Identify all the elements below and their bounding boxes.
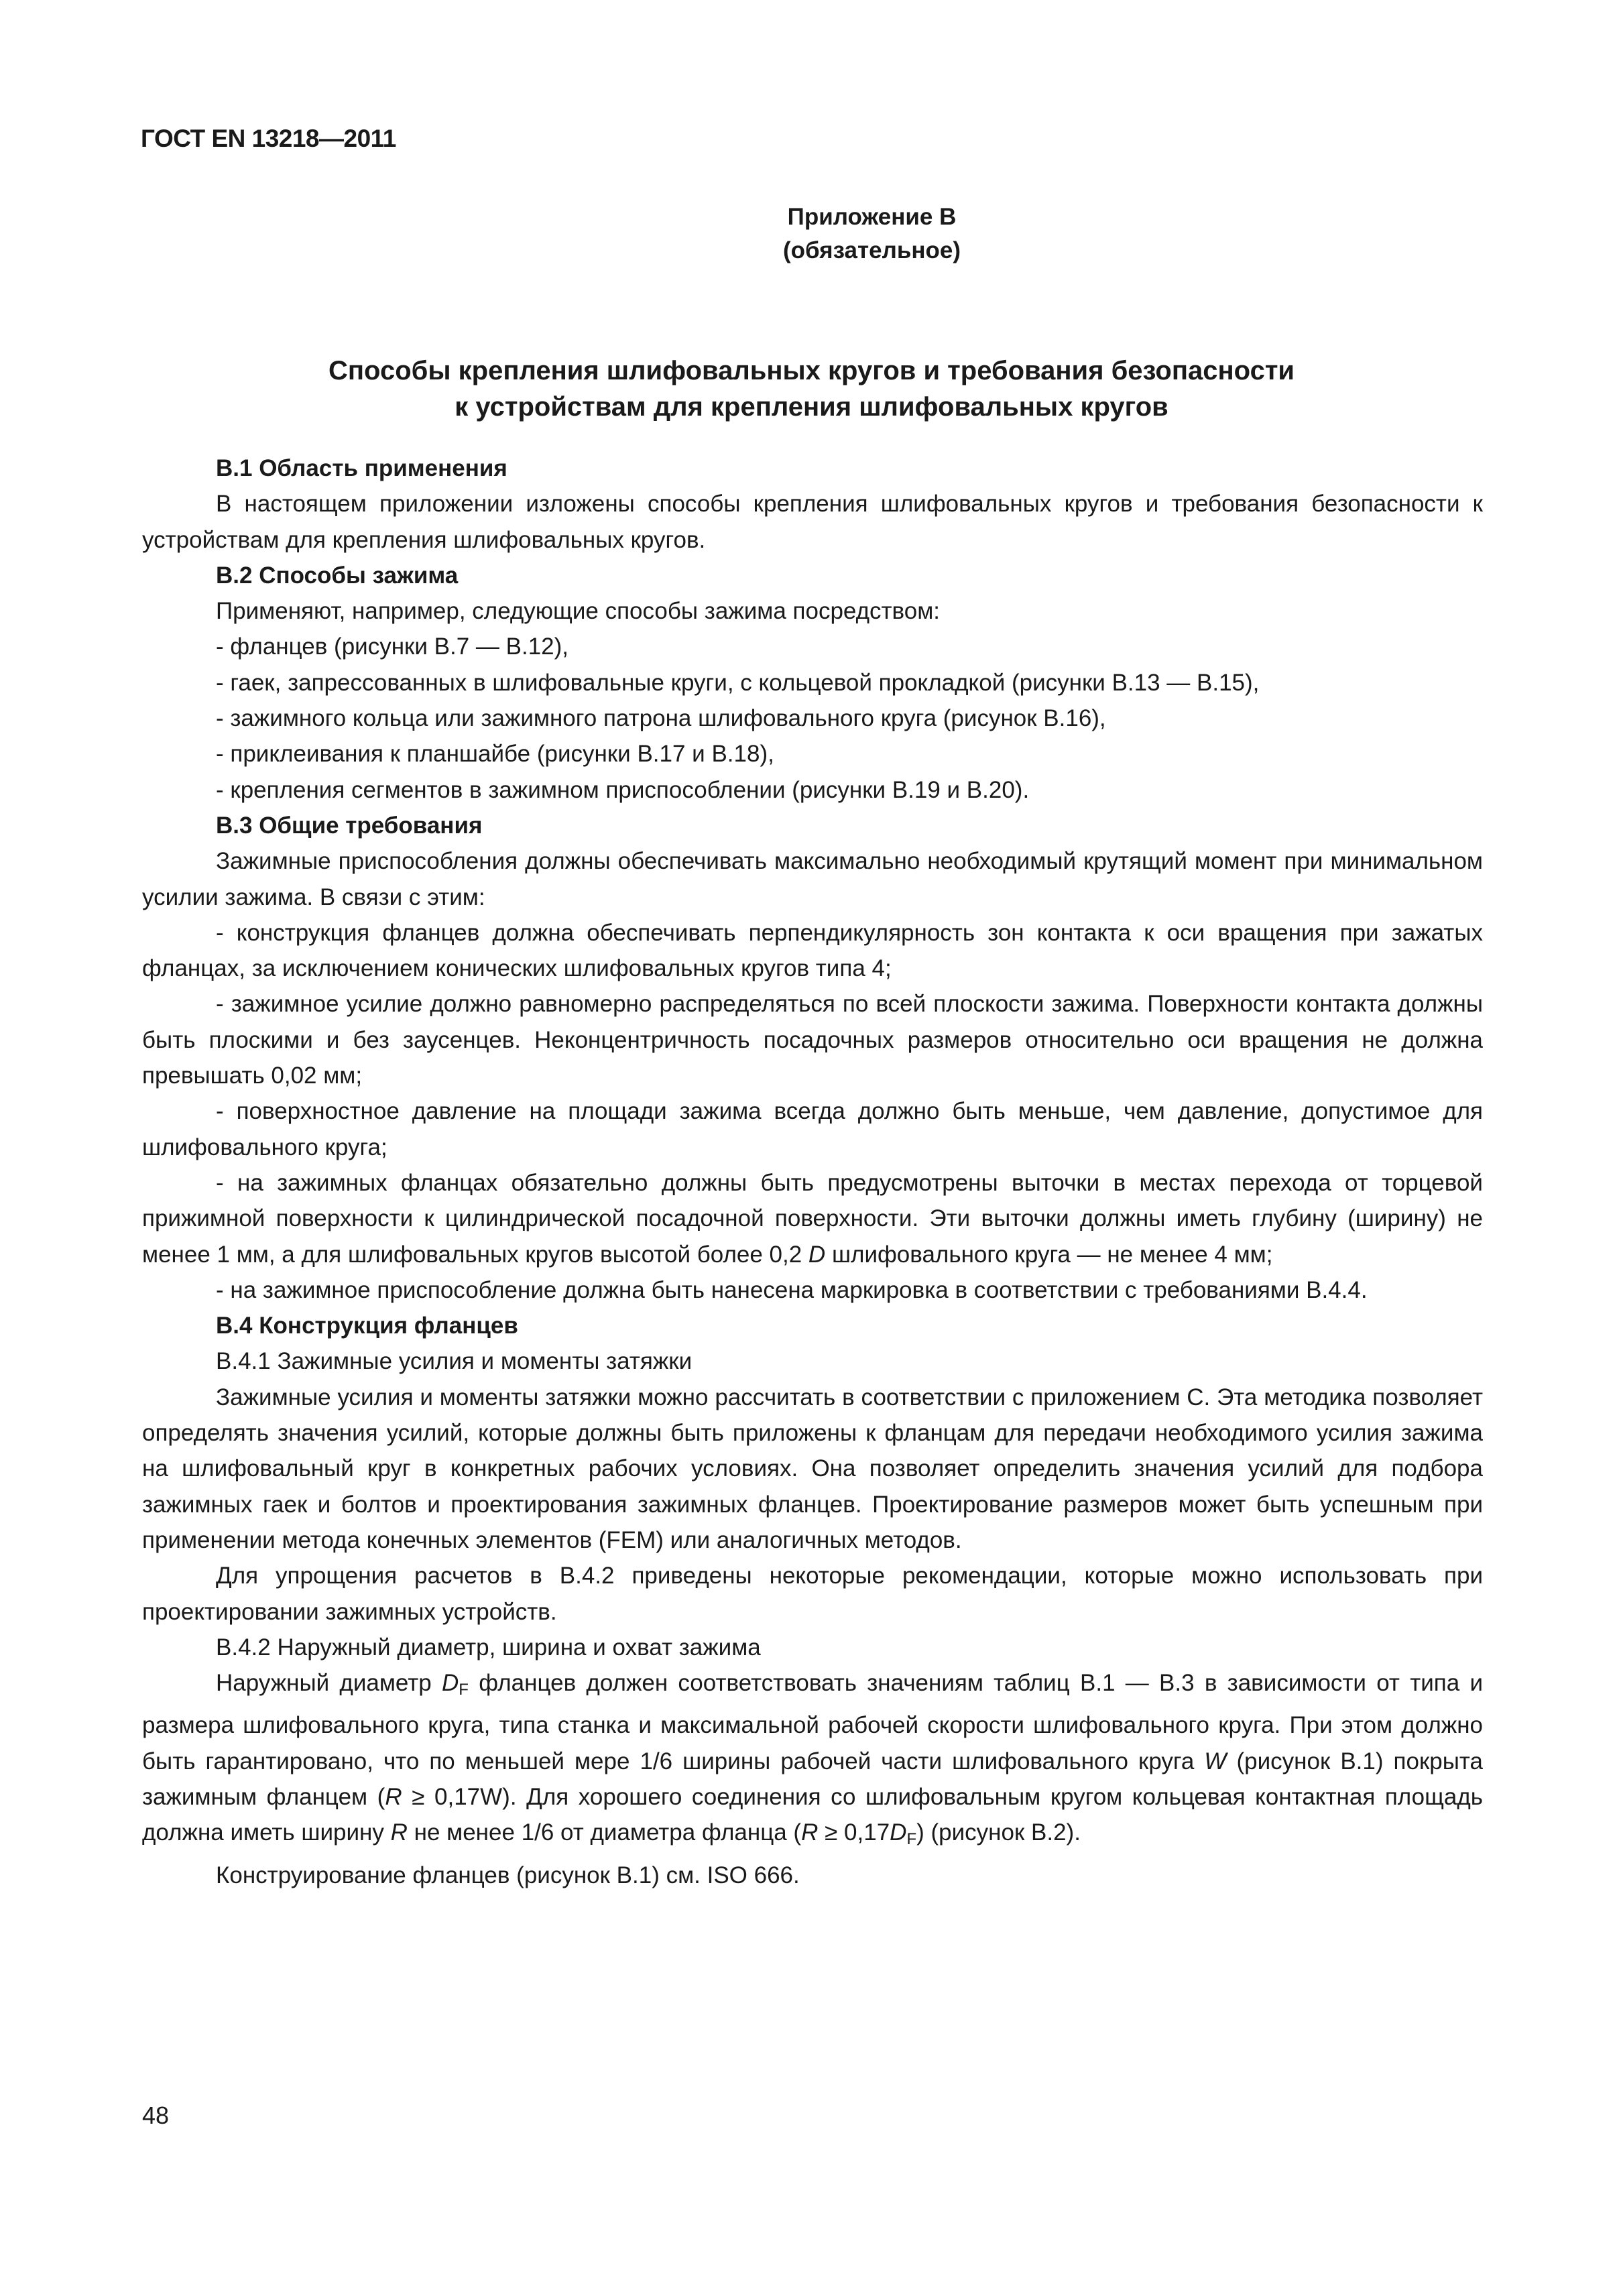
- section-b1-heading: В.1 Область применения: [216, 455, 507, 481]
- list-item: - зажимное усилие должно равномерно распределяться по всей плоскости зажима. Поверхности контакта должны быть плоскими и без заусенцев. Неконцентричность посадочных размеров относительно оси вращения не должна превышать 0,02 мм;: [142, 991, 1483, 1089]
- variable-r: R: [801, 1819, 819, 1846]
- section-b42-paragraph: [142, 1665, 1483, 1857]
- variable-r: R: [385, 1783, 402, 1810]
- text-run: Наружный диаметр: [216, 1670, 432, 1697]
- list-item: - гаек, запрессованных в шлифовальные круги, с кольцевой прокладкой (рисунки В.13 — В.15),: [216, 669, 1260, 696]
- variable-r: R: [390, 1819, 408, 1846]
- text-run: ) (рисунок В.2).: [916, 1819, 1081, 1846]
- section-b42-paragraph: Конструирование фланцев (рисунок В.1) см. ISO 666.: [216, 1862, 800, 1888]
- section-b41-paragraph: Для упрощения расчетов в В.4.2 приведены некоторые рекомендации, которые можно использовать при проектировании зажимных устройств.: [142, 1563, 1483, 1625]
- text-run: (рисунок В.1) покрыта зажимным фланцем (: [142, 1748, 1484, 1810]
- section-b41-heading: В.4.1 Зажимные усилия и моменты затяжки: [216, 1348, 693, 1375]
- section-b4-heading: В.4 Конструкция фланцев: [216, 1313, 518, 1339]
- subscript: F: [906, 1830, 917, 1849]
- document-code: ГОСТ EN 13218—2011: [141, 125, 396, 152]
- text-run: не менее 1/6 от диаметра фланца (: [414, 1819, 802, 1846]
- list-item: - конструкция фланцев должна обеспечивать перпендикулярность зон контакта к оси вращения при зажатых фланцах, за исключением конических шлифовальных кругов типа 4;: [142, 919, 1483, 982]
- section-b3-intro: Зажимные приспособления должны обеспечивать максимально необходимый крутящий момент при минимальном усилии зажима. В связи с этим:: [142, 848, 1483, 910]
- list-item: - поверхностное давление на площади зажима всегда должно быть меньше, чем давление, допустимое для шлифовального круга;: [142, 1098, 1483, 1160]
- text-run: фланцев должен соответствовать значениям таблиц В.1 — В.3 в зависимости от типа и размера шлифовального круга, типа станка и максимальной рабочей скорости шлифовального круга. При этом должно быть гарантировано, что по меньшей мере 1/6 ширины рабочей части шлифовального круга: [142, 1670, 1484, 1774]
- list-item: - приклеивания к планшайбе (рисунки В.17 и В.18),: [216, 741, 774, 768]
- section-b42-heading: В.4.2 Наружный диаметр, ширина и охват зажима: [216, 1634, 761, 1660]
- variable-d: D: [808, 1241, 826, 1268]
- document-body: [142, 450, 1483, 1893]
- text-run: ≥ 0,17W). Для хорошего соединения со шлифовальным кругом кольцевая контактная площадь должна иметь ширину: [142, 1783, 1483, 1846]
- list-item: - крепления сегментов в зажимном приспособлении (рисунки В.19 и В.20).: [216, 776, 1030, 803]
- section-b1-text: В настоящем приложении изложены способы крепления шлифовальных кругов и требования безопасности к устройствам для крепления шлифовальных кругов.: [142, 491, 1483, 553]
- section-b2-intro: Применяют, например, следующие способы зажима посредством:: [216, 598, 941, 625]
- annex-heading-line-2: к устройствам для крепления шлифовальных кругов: [455, 392, 1168, 422]
- text-run: ≥ 0,17: [825, 1819, 890, 1846]
- list-item: - фланцев (рисунки В.7 — В.12),: [216, 633, 569, 660]
- list-item: - зажимного кольца или зажимного патрона шлифовального круга (рисунок В.16),: [216, 705, 1106, 732]
- variable-df: D: [890, 1819, 907, 1846]
- annex-status: (обязательное): [782, 237, 961, 263]
- variable-w: W: [1204, 1748, 1227, 1774]
- variable-df: D: [441, 1670, 459, 1697]
- page-number: 48: [142, 2102, 170, 2129]
- annex-heading-line-1: Способы крепления шлифовальных кругов и требования безопасности: [328, 356, 1295, 385]
- section-b2-heading: В.2 Способы зажима: [216, 562, 459, 589]
- section-b41-paragraph: Зажимные усилия и моменты затяжки можно рассчитать в соответствии с приложением С. Эта методика позволяет определять значения усилий, которые должны быть приложены к фланцам для передачи необходимого усилия зажима на шлифовальный круг в конкретных рабочих условиях. Она позволяет определить значения усилий для подбора зажимных гаек и болтов и проектирования зажимных фланцев. Проектирование размеров может быть успешным при применении метода конечных элементов (FEM) или аналогичных методов.: [142, 1384, 1483, 1553]
- subscript: F: [459, 1681, 469, 1699]
- list-item: - на зажимное приспособление должна быть нанесена маркировка в соответствии с требованиями В.4.4.: [216, 1276, 1368, 1303]
- list-item: [142, 1165, 1483, 1272]
- annex-heading: [0, 353, 1623, 425]
- item-text: - на зажимных фланцах обязательно должны быть предусмотрены выточки в местах перехода от торцевой прижимной поверхности к цилиндрической посадочной поверхности. Эти выточки должны иметь глубину (ширину) не менее 1 мм, а для шлифовальных кругов высотой более 0,2: [142, 1169, 1483, 1268]
- item-text: шлифовального круга — не менее 4 мм;: [831, 1241, 1273, 1268]
- annex-title: Приложение В: [787, 204, 957, 230]
- section-b3-heading: В.3 Общие требования: [216, 812, 483, 839]
